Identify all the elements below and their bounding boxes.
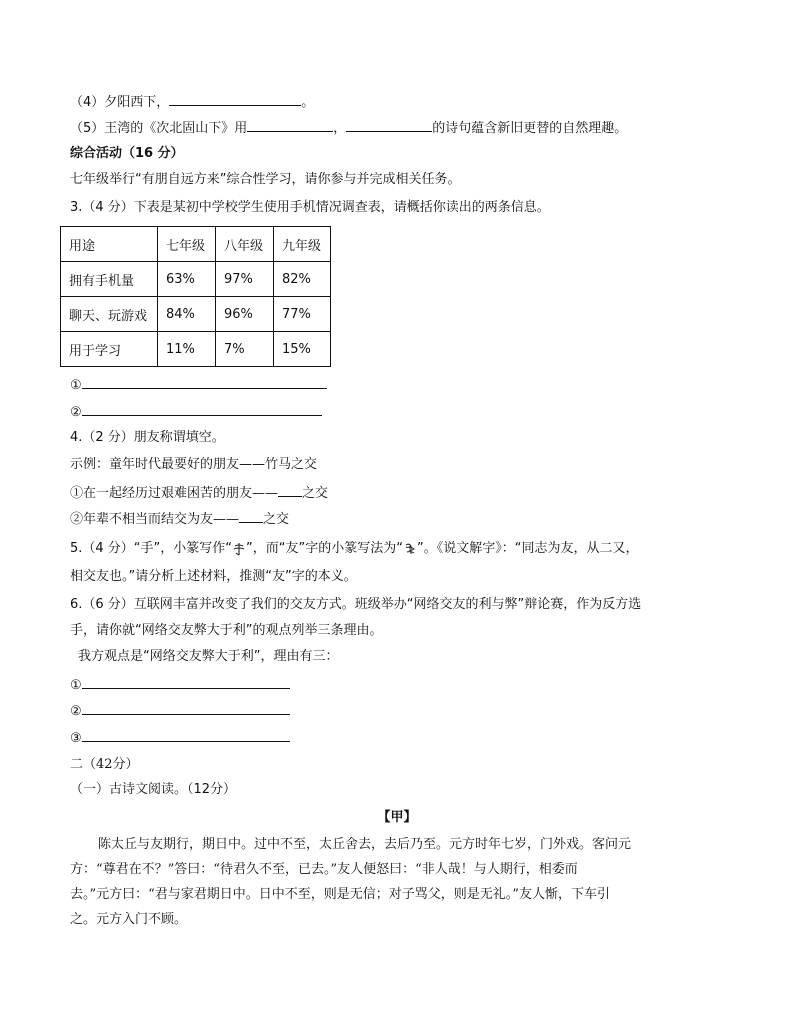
- item-end: 之交: [263, 512, 290, 527]
- answer-mark: ②: [70, 405, 82, 420]
- answer-blank[interactable]: [169, 92, 301, 106]
- answer-blank[interactable]: [82, 701, 290, 715]
- table-cell: 15%: [274, 332, 331, 367]
- question-4-item-1: [70, 483, 328, 503]
- question-4-item-2: [70, 509, 289, 529]
- table-cell: 96%: [216, 297, 274, 332]
- table-header-cell: 用途: [61, 227, 158, 262]
- answer-blank[interactable]: [346, 118, 432, 132]
- q-item-5: [70, 118, 627, 138]
- table-header-cell: 八年级: [216, 227, 274, 262]
- reason-line-1: [70, 675, 290, 695]
- table-row: [61, 297, 331, 332]
- q-item-4-end: 。: [301, 95, 315, 110]
- part-2-heading: 二（42分）: [70, 757, 139, 772]
- answer-blank[interactable]: [82, 728, 290, 742]
- passage-line: 去。”元方曰：“君与家君期日中。日中不至，则是无信；对子骂父，则是无礼。”友人惭，下车引: [70, 887, 610, 902]
- q-item-5-label: （5）王湾的《次北固山下》用: [70, 121, 248, 136]
- table-cell: 用于学习: [61, 332, 158, 367]
- table-cell: 拥有手机量: [61, 262, 158, 297]
- seal-script-hand-icon: [232, 542, 246, 556]
- answer-blank[interactable]: [82, 402, 322, 416]
- answer-mark: ③: [70, 731, 82, 746]
- passage-line: 陈太丘与友期行，期日中。过中不至，太丘舍去，去后乃至。元方时年七岁，门外戏。客问元: [98, 837, 632, 852]
- q-item-4-label: （4）夕阳西下，: [70, 95, 170, 110]
- survey-table: [60, 226, 331, 367]
- answer-line-1: [70, 375, 327, 395]
- question-3-text: 3.（4 分）下表是某初中学校学生使用手机情况调查表，请概括你读出的两条信息。: [70, 200, 550, 215]
- answer-line-2: [70, 402, 322, 422]
- seal-script-friend-icon: [403, 542, 417, 556]
- question-6-line-2: 手，请你就“网络交友弊大于利”的观点列举三条理由。: [70, 623, 383, 638]
- q-item-5-end: 的诗句蕴含新旧更替的自然理趣。: [432, 121, 628, 136]
- table-row: [61, 332, 331, 367]
- answer-blank[interactable]: [82, 675, 290, 689]
- table-cell: 7%: [216, 332, 274, 367]
- item-text: ②年辈不相当而结交为友——: [70, 512, 240, 527]
- answer-mark: ①: [70, 678, 82, 693]
- answer-blank[interactable]: [247, 118, 333, 132]
- table-cell: 聊天、玩游戏: [61, 297, 158, 332]
- table-cell: 82%: [274, 262, 331, 297]
- answer-mark: ②: [70, 704, 82, 719]
- item-text: ①在一起经历过艰难困苦的朋友——: [70, 486, 279, 501]
- question-5-line-1: [70, 540, 638, 558]
- section-intro: 七年级举行“有朋自远方来”综合性学习，请你参与并完成相关任务。: [70, 172, 461, 187]
- table-header-cell: 七年级: [158, 227, 216, 262]
- answer-blank[interactable]: [239, 509, 263, 523]
- q5-part-a: 5.（4 分）“手”，小篆写作“: [70, 541, 233, 556]
- reason-line-3: [70, 728, 290, 748]
- q-item-5-comma: ，: [333, 121, 347, 136]
- question-4-text: 4.（2 分）朋友称谓填空。: [70, 430, 225, 445]
- item-end: 之交: [302, 486, 329, 501]
- passage-line: 方：“尊君在不？”答曰：“待君久不至，已去。”友人便怒曰：“非人哉！与人期行，相委而: [70, 862, 578, 877]
- q5-part-b: ”，而“友”字的小篆写法为“: [246, 541, 403, 556]
- table-cell: 63%: [158, 262, 216, 297]
- answer-blank[interactable]: [278, 483, 302, 497]
- passage-line: 之。元方入门不顾。: [70, 912, 188, 927]
- reason-line-2: [70, 701, 290, 721]
- q-item-4: [70, 92, 314, 112]
- table-header-cell: 九年级: [274, 227, 331, 262]
- question-6-line-1: 6.（6 分）互联网丰富并改变了我们的交友方式。班级举办“网络交友的利与弊”辩论赛，作为反方选: [70, 597, 642, 612]
- answer-blank[interactable]: [82, 375, 327, 389]
- question-5-line-2: 相交友也。”请分析上述材料，推测“友”字的本义。: [70, 569, 357, 584]
- table-cell: 77%: [274, 297, 331, 332]
- question-4-example: 示例：童年时代最要好的朋友——竹马之交: [70, 457, 318, 472]
- table-row: [61, 262, 331, 297]
- answer-mark: ①: [70, 378, 82, 393]
- passage-title: 【甲】: [377, 810, 417, 825]
- section-heading: 综合活动（16 分）: [70, 146, 184, 161]
- table-header-row: [61, 227, 331, 262]
- q5-part-c: ”。《说文解字》：“同志为友，从二又，: [416, 541, 639, 556]
- table-cell: 97%: [216, 262, 274, 297]
- part-2-subheading: （一）古诗文阅读。（12分）: [70, 782, 237, 797]
- table-cell: 84%: [158, 297, 216, 332]
- question-6-line-3: 我方观点是“网络交友弊大于利”，理由有三：: [78, 649, 339, 664]
- table-cell: 11%: [158, 332, 216, 367]
